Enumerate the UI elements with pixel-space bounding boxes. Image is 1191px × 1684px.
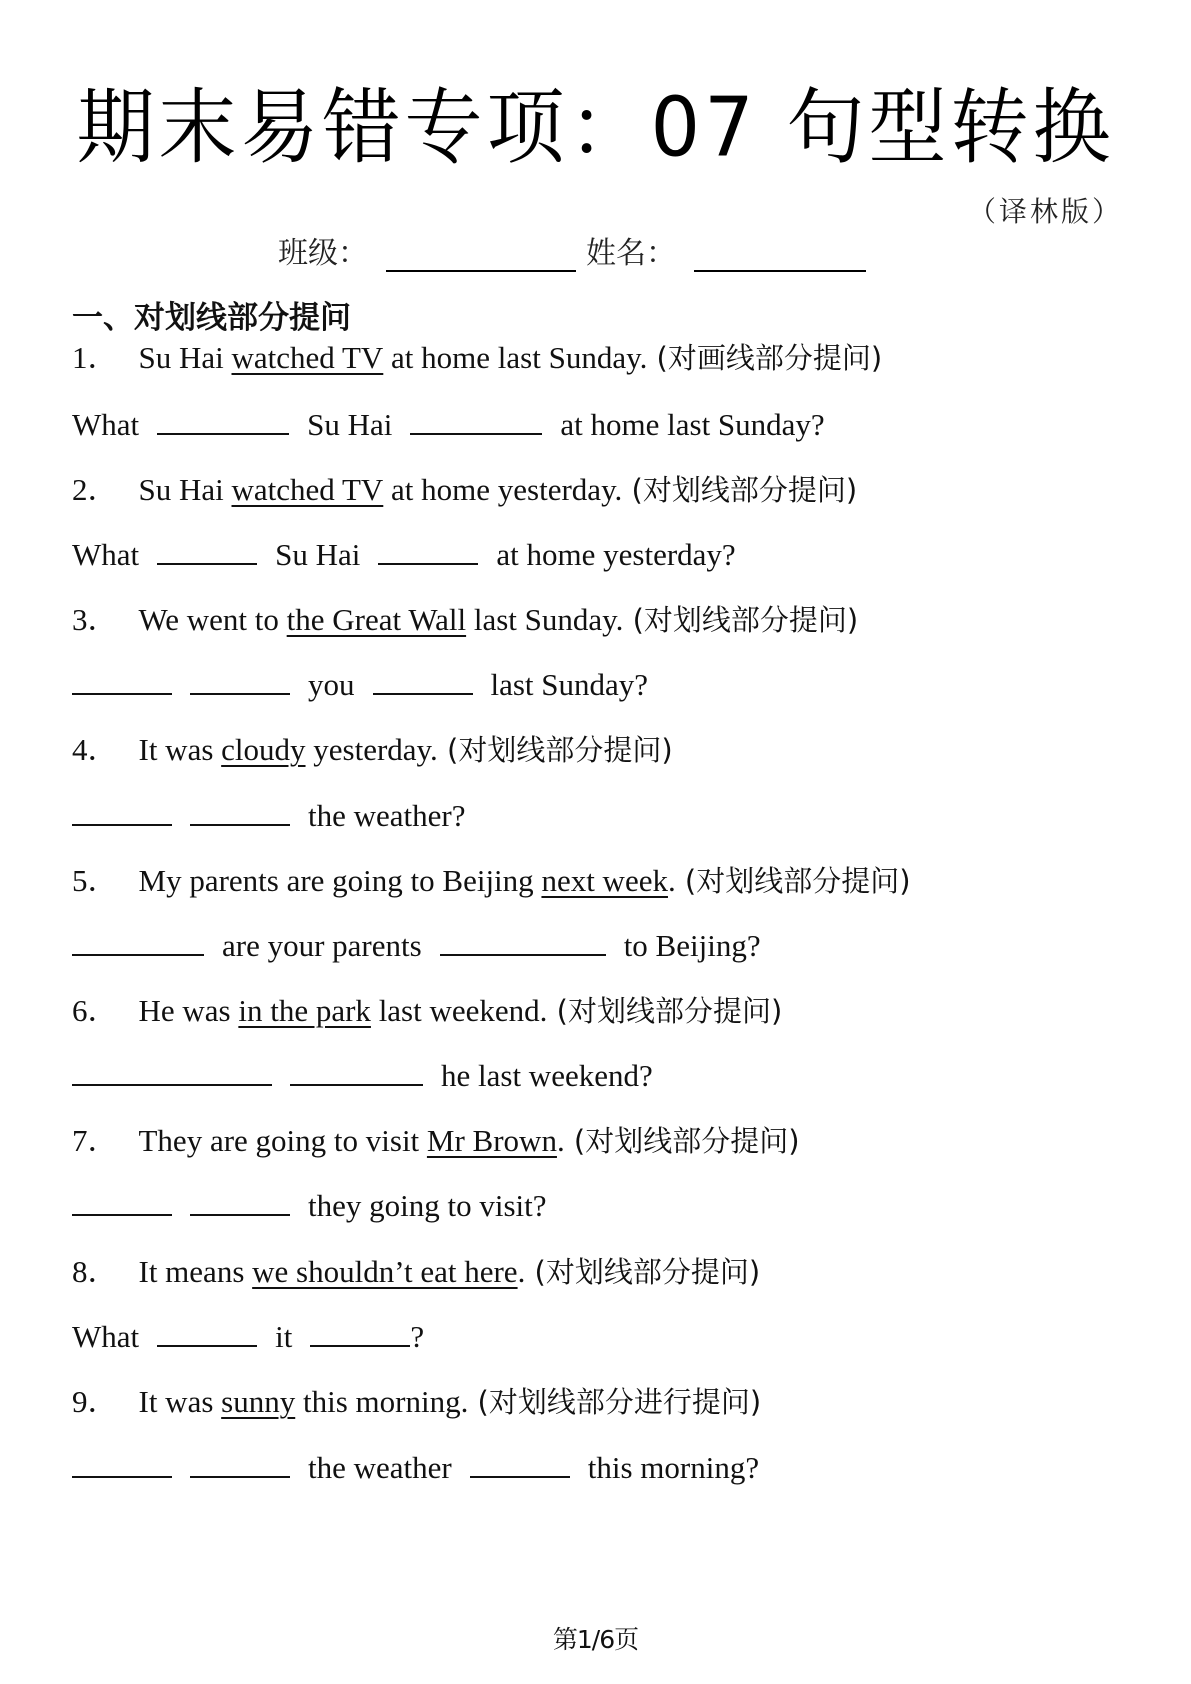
instruction: (对划线部分提问) (564, 1124, 800, 1158)
answer-blank[interactable] (72, 1448, 172, 1478)
question-number: 4． (72, 732, 119, 767)
underlined-phrase: watched TV (231, 472, 384, 507)
answer-text: What (72, 407, 140, 442)
answer-blank[interactable] (157, 1317, 257, 1347)
answer-text: the weather (308, 1450, 452, 1485)
question-text: . (667, 863, 676, 898)
answer-1 (72, 405, 825, 445)
answer-5 (72, 926, 761, 966)
answer-8 (72, 1317, 424, 1357)
question-number: 7． (72, 1123, 119, 1158)
answer-text: Su Hai (275, 537, 361, 572)
answer-text: What (72, 1319, 140, 1354)
underlined-phrase: in the park (238, 993, 371, 1028)
answer-text: at home yesterday? (496, 537, 736, 572)
answer-blank[interactable] (72, 926, 204, 956)
question-1 (72, 338, 882, 378)
question-8 (72, 1252, 760, 1292)
question-7 (72, 1121, 800, 1161)
answer-text: Su Hai (307, 407, 393, 442)
question-text: yesterday. (305, 732, 438, 767)
instruction: (对划线部分提问) (623, 603, 859, 637)
instruction: (对划线部分进行提问) (468, 1385, 762, 1419)
question-number: 9． (72, 1384, 119, 1419)
answer-blank[interactable] (72, 796, 172, 826)
question-number: 5． (72, 863, 119, 898)
answer-4 (72, 796, 465, 836)
underlined-phrase: cloudy (221, 732, 306, 767)
question-text: last weekend. (370, 993, 548, 1028)
answer-9 (72, 1448, 759, 1488)
question-text: . (556, 1123, 565, 1158)
answer-blank[interactable] (72, 665, 172, 695)
question-4 (72, 730, 673, 770)
question-9 (72, 1382, 761, 1422)
question-text: last Sunday. (466, 602, 624, 637)
answer-6 (72, 1056, 653, 1096)
underlined-phrase: sunny (221, 1384, 296, 1419)
answer-blank[interactable] (310, 1317, 410, 1347)
name-label: 姓名： (586, 236, 676, 271)
underlined-phrase: Mr Brown (426, 1123, 557, 1158)
question-2 (72, 470, 857, 510)
question-text: It means (138, 1254, 253, 1289)
name-field[interactable] (694, 240, 866, 272)
class-field[interactable] (386, 240, 576, 272)
underlined-phrase: the Great Wall (286, 602, 467, 637)
answer-blank[interactable] (190, 1448, 290, 1478)
answer-2 (72, 535, 736, 575)
question-number: 3． (72, 602, 119, 637)
student-info-row (278, 228, 876, 272)
answer-blank[interactable] (470, 1448, 570, 1478)
question-3 (72, 600, 858, 640)
question-text: at home yesterday. (383, 472, 623, 507)
question-text: My parents are going to Beijing (138, 863, 542, 898)
answer-blank[interactable] (190, 796, 290, 826)
question-text: . (517, 1254, 526, 1289)
answer-blank[interactable] (72, 1056, 272, 1086)
page-indicator: 第1/6页 (552, 1625, 639, 1654)
answer-text: this morning? (587, 1450, 760, 1485)
question-number: 2． (72, 472, 119, 507)
question-text: They are going to visit (138, 1123, 427, 1158)
instruction: (对划线部分提问) (547, 994, 783, 1028)
question-text: We went to (138, 602, 287, 637)
instruction: (对划线部分提问) (675, 864, 911, 898)
question-number: 6． (72, 993, 119, 1028)
answer-text: ? (410, 1319, 425, 1354)
instruction: (对画线部分提问) (647, 341, 883, 375)
question-text: It was (138, 732, 222, 767)
question-text: It was (138, 1384, 222, 1419)
edition-label: （译林版） (967, 195, 1123, 228)
answer-blank[interactable] (440, 926, 606, 956)
answer-blank[interactable] (373, 665, 473, 695)
section-heading: 一、对划线部分提问 (72, 300, 351, 336)
answer-text: last Sunday? (490, 667, 649, 702)
answer-text: you (308, 667, 355, 702)
answer-blank[interactable] (157, 405, 289, 435)
answer-text: it (275, 1319, 293, 1354)
question-text: Su Hai (138, 472, 232, 507)
question-6 (72, 991, 782, 1031)
answer-text: to Beijing? (623, 928, 761, 963)
instruction: (对划线部分提问) (622, 473, 858, 507)
question-number: 1． (72, 340, 119, 375)
instruction: (对划线部分提问) (525, 1255, 761, 1289)
question-text: Su Hai (138, 340, 232, 375)
answer-text: the weather? (308, 798, 466, 833)
answer-text: he last weekend? (441, 1058, 653, 1093)
answer-blank[interactable] (290, 1056, 423, 1086)
answer-7 (72, 1186, 547, 1226)
class-label: 班级： (278, 236, 368, 271)
answer-blank[interactable] (190, 665, 290, 695)
answer-blank[interactable] (410, 405, 542, 435)
instruction: (对划线部分提问) (437, 733, 673, 767)
answer-blank[interactable] (190, 1186, 290, 1216)
answer-3 (72, 665, 648, 705)
answer-blank[interactable] (72, 1186, 172, 1216)
underlined-phrase: next week (541, 863, 668, 898)
question-5 (72, 861, 911, 901)
answer-text: at home last Sunday? (560, 407, 825, 442)
question-text: at home last Sunday. (383, 340, 648, 375)
question-number: 8． (72, 1254, 119, 1289)
underlined-phrase: watched TV (231, 340, 384, 375)
answer-text: are your parents (222, 928, 422, 963)
answer-blank[interactable] (378, 535, 478, 565)
worksheet-title: 期末易错专项：07 句型转换 (76, 80, 1115, 176)
question-text: He was (138, 993, 239, 1028)
answer-blank[interactable] (157, 535, 257, 565)
question-text: this morning. (295, 1384, 469, 1419)
answer-text: they going to visit? (308, 1188, 547, 1223)
underlined-phrase: we shouldn’t eat here (252, 1254, 518, 1289)
answer-text: What (72, 537, 140, 572)
